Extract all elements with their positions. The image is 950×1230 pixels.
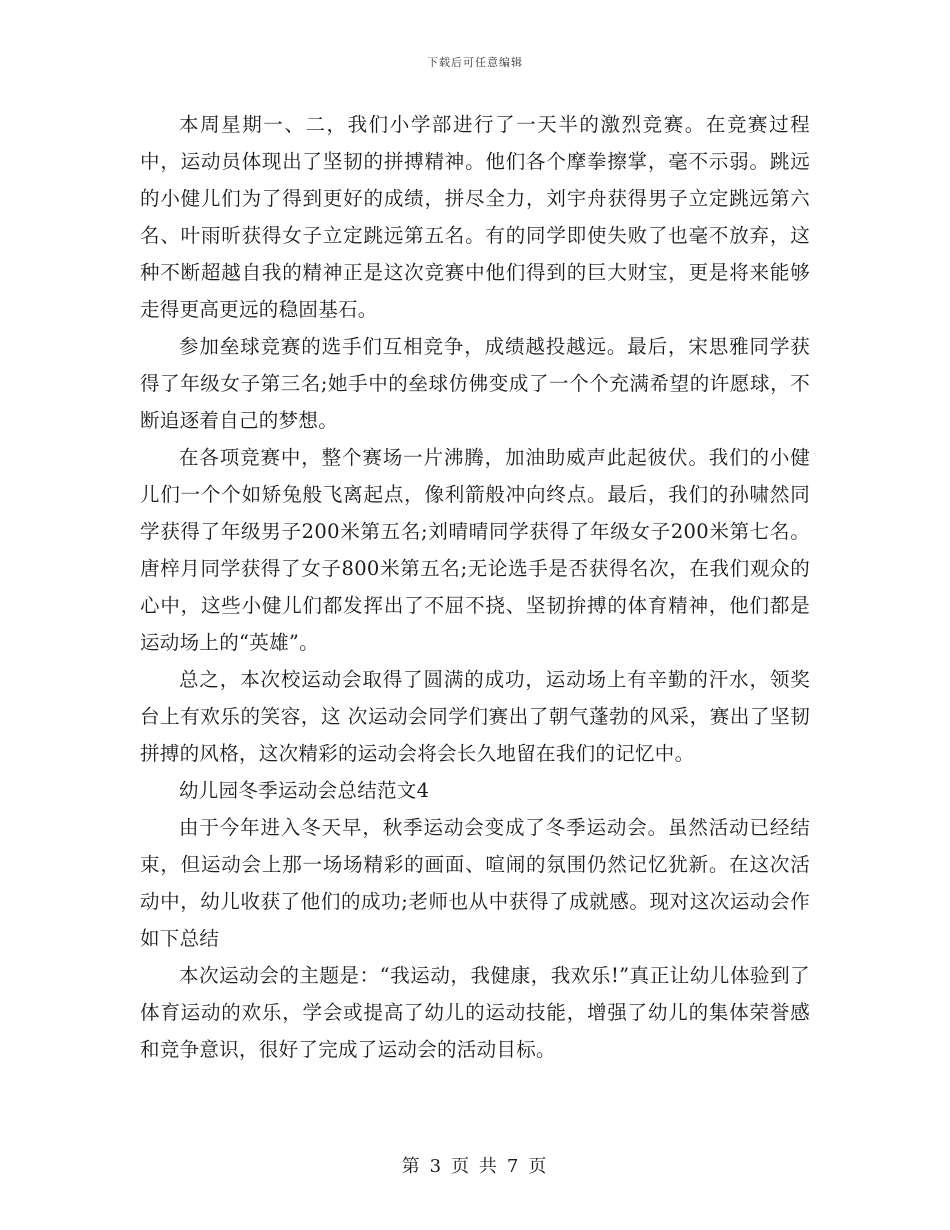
header-note: 下载后可任意编辑: [427, 56, 523, 69]
page-number: [0, 1152, 950, 1178]
section-title: 幼儿园冬季运动会总结范文4: [179, 779, 430, 802]
paragraph-races: 在各项竞赛中，整个赛场一片沸腾，加油助威声此起彼伏。我们的小健儿们一个个如矫兔般飞离起点，像利箭般冲向终点。最后，我们的孙啸然同学获得了年级男子200米第五名;刘晴晴同学获得了年级女子200米第七名。唐梓月同学获得了女子800米第五名;无论选手是否获得名次，在我们观众的心中，这些小健儿们都发挥出了不屈不挠、坚韧拚搏的体育精神，他们都是运动场上的“英雄”。: [140, 446, 810, 654]
page-mid: 页 共: [451, 1156, 499, 1177]
paragraph-softball: 参加垒球竞赛的选手们互相竞争，成绩越投越远。最后，宋思雅同学获得了年级女子第三名;她手中的垒球仿佛变成了一个个充满希望的许愿球，不断追逐着自己的梦想。: [140, 335, 810, 432]
paragraph-conclusion: 总之，本次校运动会取得了圆满的成功，运动场上有辛勤的汗水，领奖台上有欢乐的笑容，这 次运动会同学们赛出了朝气蓬勃的风采，赛出了坚韧拼搏的风格，这次精彩的运动会将会长久地留在我们的记忆中。: [140, 668, 810, 765]
page-current: 3: [429, 1156, 444, 1177]
paragraph-winter-intro: 由于今年进入冬天早，秋季运动会变成了冬季运动会。虽然活动已经结束，但运动会上那一场场精彩的画面、喧闹的氛围仍然记忆犹新。在这次活动中，幼儿收获了他们的成功;老师也从中获得了成就感。现对这次运动会作如下总结: [140, 816, 810, 950]
paragraph-theme: 本次运动会的主题是：“我运动，我健康，我欢乐!”真正让幼儿体验到了体育运动的欢乐，学会或提高了幼儿的运动技能，增强了幼儿的集体荣誉感和竞争意识，很好了完成了运动会的活动目标。: [140, 964, 810, 1061]
page-suffix: 页: [528, 1156, 549, 1177]
document-body: [140, 106, 810, 1068]
page-prefix: 第: [401, 1156, 422, 1177]
page-total: 7: [506, 1156, 521, 1177]
paragraph-competition: 本周星期一、二，我们小学部进行了一天半的激烈竞赛。在竞赛过程中，运动员体现出了坚韧的拼搏精神。他们各个摩拳擦掌，毫不示弱。跳远的小健儿们为了得到更好的成绩，拼尽全力，刘宇舟获得男子立定跳远第六名、叶雨昕获得女子立定跳远第五名。有的同学即使失败了也毫不放弃，这种不断超越自我的精神正是这次竞赛中他们得到的巨大财宝，更是将来能够走得更高更远的稳固基石。: [140, 113, 810, 321]
